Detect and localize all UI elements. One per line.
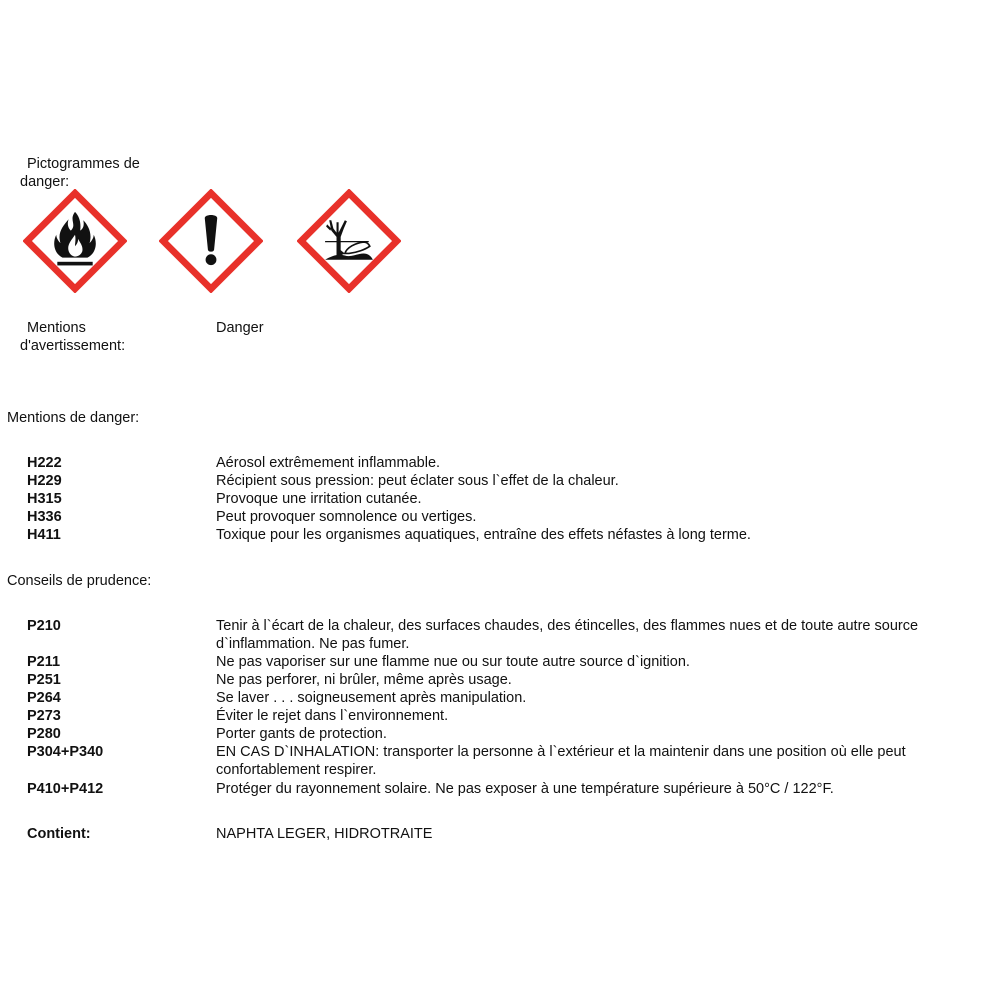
pictograms-label [27,155,140,173]
signal-word-value: Danger [216,320,264,336]
precaution-text: Se laver . . . soigneusement après manipulation. [216,690,527,706]
precaution-text: Tenir à l`écart de la chaleur, des surfaces chaudes, des étincelles, des flammes nues et de toute autre source [216,618,919,634]
pictograms-label-line1: Pictogrammes de [27,156,140,172]
precaution-text: Porter gants de protection. [216,726,387,742]
pictogram-exclamation [159,189,263,293]
hazard-text: Toxique pour les organismes aquatiques, entraîne des effets néfastes à long terme. [216,527,751,543]
precaution-text: Ne pas perforer, ni brûler, même après usage. [216,672,512,688]
precaution-code: P280 [27,726,61,742]
hazard-text: Récipient sous pression: peut éclater sous l`effet de la chaleur. [216,473,619,489]
flame-icon [23,189,127,293]
precaution-text: Ne pas vaporiser sur une flamme nue ou sur toute autre source d`ignition. [216,654,690,670]
hazard-code: H222 [27,455,62,471]
precaution-text-continued: d`inflammation. Ne pas fumer. [216,636,410,652]
precaution-text: Protéger du rayonnement solaire. Ne pas exposer à une température supérieure à 50°C / 122°F. [216,781,834,797]
environment-icon [297,189,401,293]
hazard-code: H411 [27,527,61,543]
hazard-code: H315 [27,491,62,507]
hazard-text: Provoque une irritation cutanée. [216,491,422,507]
contains-label: Contient: [27,826,91,842]
precaution-text: EN CAS D`INHALATION: transporter la personne à l`extérieur et la maintenir dans une position où elle peut [216,744,906,760]
precaution-text: Éviter le rejet dans l`environnement. [216,708,449,724]
precaution-code: P264 [27,690,61,706]
hazard-statements-title: Mentions de danger: [7,410,140,426]
signal-word-label-line2: d'avertissement: [20,338,126,354]
pictograms-label-line2: danger: [20,174,70,190]
precaution-code: P273 [27,708,61,724]
contains-value: NAPHTA LEGER, HIDROTRAITE [216,826,433,842]
signal-word-label [27,319,86,337]
precaution-text-continued: confortablement respirer. [216,762,377,778]
precautionary-statements-title: Conseils de prudence: [7,573,152,589]
hazard-text: Aérosol extrêmement inflammable. [216,455,441,471]
precaution-code: P304+P340 [27,744,104,760]
hazard-code: H229 [27,473,62,489]
hazard-code: H336 [27,509,62,525]
signal-word-label-line1: Mentions [27,320,86,336]
precaution-code: P251 [27,672,61,688]
exclamation-mark-icon [159,189,263,293]
pictogram-environment [297,189,401,293]
precaution-code: P211 [27,654,61,670]
precaution-code: P210 [27,618,61,634]
precaution-code: P410+P412 [27,781,104,797]
hazard-text: Peut provoquer somnolence ou vertiges. [216,509,477,525]
pictogram-flammable [23,189,127,293]
signal-word-label-2 [20,337,125,355]
